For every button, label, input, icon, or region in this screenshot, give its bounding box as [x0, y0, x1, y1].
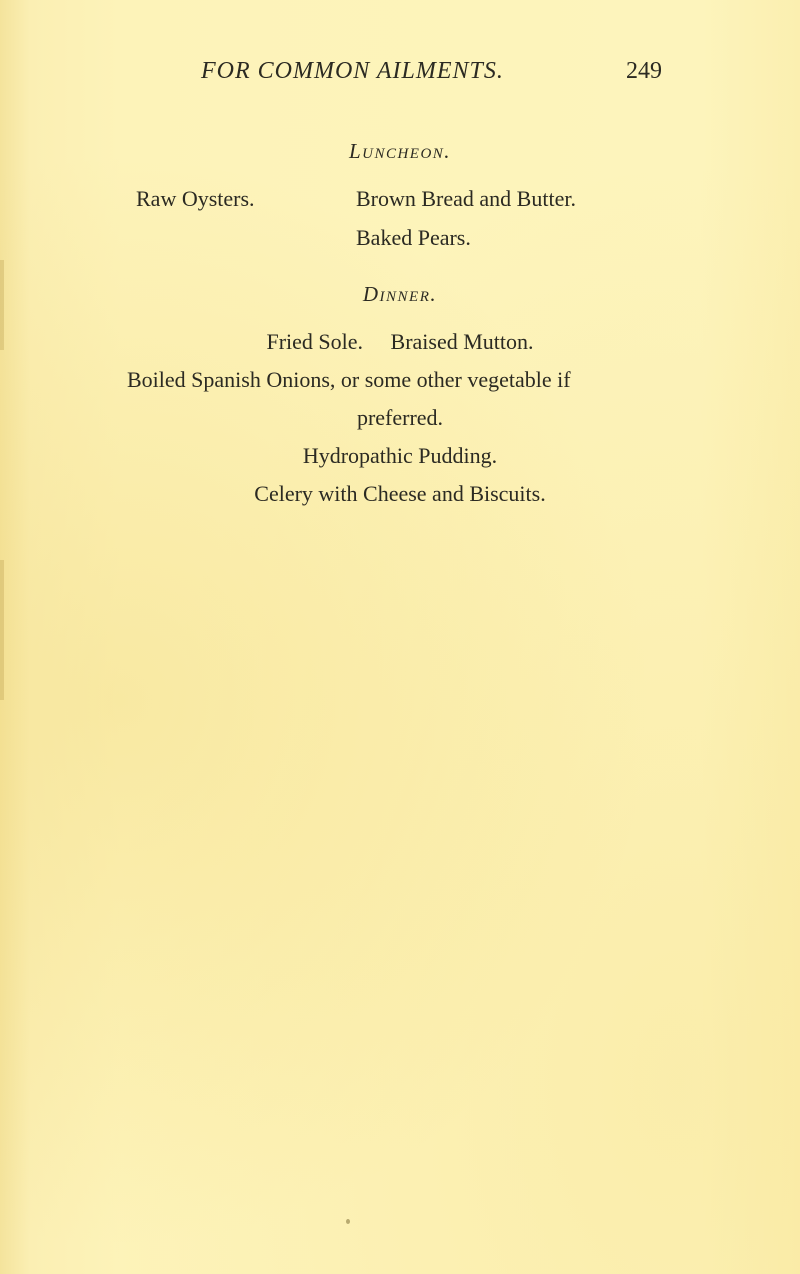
luncheon-item: Baked Pears. [356, 225, 471, 250]
dinner-line: Celery with Cheese and Biscuits. [254, 481, 546, 506]
running-head [0, 58, 800, 98]
luncheon-item: Raw Oysters. [136, 186, 255, 211]
running-head-title: FOR COMMON AILMENTS. [201, 58, 504, 84]
dinner-line: Fried Sole. Braised Mutton. [266, 329, 534, 354]
dinner-line: Hydropathic Pudding. [302, 443, 498, 468]
dinner-line: preferred. [356, 405, 444, 430]
luncheon-heading: Luncheon. [348, 139, 452, 163]
dinner-line: Boiled Spanish Onions, or some other vegetable if [127, 367, 571, 392]
gutter-shadow [0, 560, 4, 700]
paper-speck [346, 1219, 350, 1224]
page-number: 249 [626, 58, 662, 84]
luncheon-item: Brown Bread and Butter. [356, 186, 576, 211]
dinner-heading: Dinner. [362, 282, 438, 306]
